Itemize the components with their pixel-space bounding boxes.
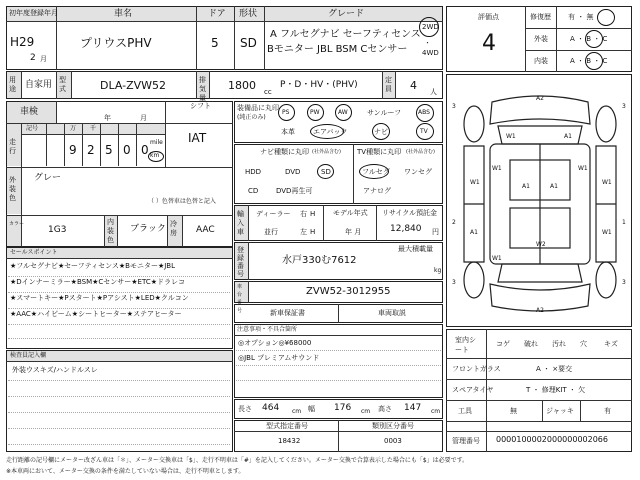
drive-2wd: 2WD: [422, 23, 439, 31]
fuel-options: P・D・HV・(PHV): [280, 80, 358, 90]
int-b-circle-mark: [585, 52, 603, 70]
equip-aw: AW: [338, 109, 348, 116]
recycle-label: リサイクル預託金: [382, 209, 438, 217]
diagram-code: A1: [550, 183, 558, 190]
import-handle-l: H: [310, 228, 316, 236]
type-num-label: 型式指定番号: [266, 422, 308, 430]
shift-value: IAT: [188, 131, 207, 145]
digit-sen-label: 千: [90, 125, 97, 132]
repair-options: 有 ・ 無: [568, 13, 594, 21]
side-mark: 3: [622, 103, 626, 110]
doc-manual: 車両取説: [378, 309, 406, 317]
len-unit: cm: [292, 408, 302, 415]
footer-line-2: ※本車両において、メーター交換の条件を満たしていない場合は、走行不明車とします。: [6, 468, 245, 475]
capacity-unit: 人: [430, 88, 437, 96]
inspector-note: 外装ウスキズ/ハンドルスレ: [12, 366, 98, 374]
exterior-color: グレー: [34, 173, 62, 183]
repair-label: 修復歴: [530, 13, 551, 21]
recycle-amount: 12,840: [390, 224, 422, 234]
ext-label: 外装: [534, 35, 548, 43]
reg-year: H29: [10, 35, 35, 49]
color-code: 1G3: [48, 225, 67, 235]
tools-label: 工具: [458, 407, 472, 415]
diagram-code: A1: [522, 183, 530, 190]
exterior-note: （ ）色替車は色替と記入: [148, 198, 216, 205]
seat-label: 室内シート: [455, 336, 476, 354]
inspector-label: 検査員記入欄: [10, 352, 47, 359]
import-left: 左: [300, 228, 307, 236]
exterior-label: 外装色: [9, 176, 16, 202]
use-label: 用途: [9, 76, 16, 93]
door-label: ドア: [208, 9, 226, 19]
windshield-value: A ・ ×要交: [536, 365, 573, 373]
equip-sub: (純正のみ): [237, 114, 266, 121]
diagram-code: W1: [470, 179, 480, 186]
car-diagram: [450, 84, 630, 324]
height-label: 高さ: [378, 405, 392, 413]
first-reg-label: 初年度登録年月: [9, 9, 58, 17]
equip-abs: ABS: [418, 109, 430, 116]
side-mark: 3: [622, 279, 626, 286]
load-unit: kg: [434, 267, 442, 274]
equip-navi: ナビ: [374, 128, 388, 136]
equip-tv: TV: [420, 128, 428, 135]
load-label: 最大積載量: [398, 245, 433, 253]
equip-leather: 本革: [281, 128, 295, 136]
notes-line: ◎オプション◎¥68000: [238, 339, 312, 347]
spare-value: T ・ 修理KIT ・ 欠: [526, 386, 586, 394]
int-label: 内装: [534, 57, 548, 65]
equip-sunroof: サンルーフ: [367, 109, 402, 117]
diagram-code: W1: [578, 165, 588, 172]
interior-color-label: 内装色: [107, 218, 114, 244]
side-mark: 2: [452, 219, 456, 226]
seat-item: 穴: [580, 340, 587, 348]
score-label: 評価点: [478, 13, 499, 21]
int-options: A ・ B ・ C: [570, 57, 608, 65]
jack-value: 有: [604, 407, 611, 415]
mileage-digit: 2: [87, 143, 95, 157]
len-label: 長さ: [238, 405, 252, 413]
doc-new-car: 新車保証書: [270, 309, 305, 317]
navi-dvd: DVD: [285, 168, 301, 176]
navi-title: ナビ種類に丸印: [260, 148, 309, 156]
body-shape: SD: [240, 36, 257, 50]
digit-man-label: 万: [70, 125, 77, 132]
diagram-code: A2: [536, 95, 544, 102]
chassis-value: ZVW52-3012955: [306, 286, 391, 297]
reg-plate: 水戸330む7612: [282, 255, 357, 266]
footer-line-1: 走行距離の記号欄にメーター改ざん車は「＊」、メーター交換車は「$」、走行不明車は「#」を記入してください。メーター交換で合算表示した場合にも「$」は必要です。: [6, 457, 469, 464]
drive-4wd: 4WD: [422, 49, 439, 57]
month-unit: 月: [40, 55, 47, 63]
mgmt-label: 管理番号: [452, 437, 480, 445]
diagram-code: W1: [492, 255, 502, 262]
navi-sub: (社外品含む): [312, 149, 341, 155]
capacity-label: 定員: [385, 76, 392, 93]
tv-fullseg: フルセグ: [362, 168, 390, 176]
navi-hdd: HDD: [245, 168, 262, 176]
import-parallel: 並行: [264, 228, 278, 236]
equip-airbag: エアバック: [313, 128, 348, 136]
shift-label: シフト: [190, 102, 211, 110]
recycle-yen: 円: [432, 228, 439, 236]
notes-label: 注意事項・不具合箇所: [237, 326, 298, 333]
mileage-digit: 0: [123, 143, 131, 157]
seat-item: 汚れ: [552, 340, 566, 348]
grade-label: グレード: [328, 9, 365, 19]
interior-color: ブラック: [130, 224, 166, 234]
model-label: 型式: [59, 76, 66, 93]
score-value: 4: [482, 31, 496, 56]
import-dealer: ディーラー: [256, 210, 291, 218]
seat-item: 破れ: [524, 340, 538, 348]
height-value: 147: [404, 403, 422, 413]
chassis-label: 車台番号: [237, 284, 243, 314]
unit-mile: mile: [150, 139, 163, 146]
ext-options: A ・ B ・ C: [570, 35, 608, 43]
repair-none-circle-mark: [597, 9, 615, 26]
capacity-value: 4: [410, 79, 417, 92]
color-code-label: カラー: [9, 221, 25, 227]
diagram-code: W1: [602, 229, 612, 236]
mgmt-value: 0000100002000000002066: [496, 435, 608, 444]
windshield-label: フロントガラス: [452, 365, 501, 373]
navi-cd: CD: [248, 187, 259, 195]
type-num-value: 18432: [278, 437, 301, 445]
equip-label: 装備品に丸印: [237, 104, 279, 112]
diagram-code: W2: [536, 241, 546, 248]
seat-item: コゲ: [496, 340, 510, 348]
sales-line: ★Dインナーミラー★BSM★Cセンサー★ETC★ドラレコ: [10, 278, 185, 286]
tv-sub: (社外品含む): [406, 149, 435, 155]
import-right: 右: [300, 210, 307, 218]
diagram-code: A1: [564, 133, 572, 140]
spare-label: スペアタイヤ: [452, 386, 494, 394]
diagram-code: W1: [506, 133, 516, 140]
navi-dvd-play: DVD再生可: [276, 187, 313, 195]
grade-line-1: A フルセグナビ セーフティセンス: [270, 29, 421, 40]
equip-ps: PS: [282, 109, 290, 116]
model-value: DLA-ZVW52: [100, 79, 167, 92]
seat-item: キズ: [604, 340, 618, 348]
tv-oneseg: ワンセグ: [404, 168, 432, 176]
width-label: 幅: [308, 405, 315, 413]
shape-label: 形状: [239, 9, 258, 19]
disp-value: 1800: [228, 79, 256, 92]
tv-title: TV種類に丸印: [357, 148, 402, 156]
grade-line-2: Bモニター JBL BSM Cセンサー: [267, 44, 408, 55]
width-unit: cm: [361, 408, 371, 415]
sales-line: ★スマートキー★Pスタート★Pアシスト★LED★クルコン: [10, 294, 189, 302]
mileage-digit: 5: [105, 143, 113, 157]
diagram-code: A1: [470, 229, 478, 236]
diagram-code: A2: [536, 307, 544, 314]
drive-4wd-dot: ・: [424, 39, 431, 47]
inspect-year: 年: [104, 114, 111, 122]
diagram-code: W1: [602, 179, 612, 186]
door-count: 5: [211, 36, 219, 50]
diagram-code: W1: [492, 165, 502, 172]
sales-label: セールスポイント: [10, 249, 58, 256]
ext-b-circle-mark: [585, 30, 603, 48]
ac-label: 冷房: [170, 220, 177, 237]
side-mark: 3: [452, 279, 456, 286]
use-value: 自家用: [25, 80, 53, 90]
sales-line: ★フルセグナビ★セーフティセンス★Bモニター★JBL: [10, 262, 175, 270]
height-unit: cm: [431, 408, 441, 415]
notes-line: ◎JBL プレミアムサウンド: [238, 354, 320, 362]
reg-month: 2: [30, 53, 36, 63]
navi-sd: SD: [321, 168, 331, 176]
ac-value: AAC: [196, 225, 215, 235]
model-year-value: 年 月: [345, 228, 362, 236]
name-label: 車名: [114, 9, 133, 19]
len-value: 464: [262, 403, 280, 413]
side-mark: 3: [452, 103, 456, 110]
sales-line: ★AAC★ハイビーム★シートヒーター★ステアヒーター: [10, 310, 182, 318]
mileage-digit: 9: [69, 143, 77, 157]
mileage-label: 走行: [9, 138, 16, 155]
inspect-label: 車検: [20, 107, 39, 117]
equip-pw: PW: [310, 109, 320, 116]
import-label: 輸入車: [237, 210, 244, 236]
mileage-digit: 0: [141, 143, 149, 157]
digit-code-label: 記号: [26, 125, 39, 132]
model-year-label: モデル年式: [333, 209, 368, 217]
cc-unit: cc: [264, 88, 272, 96]
reg-label: 登録番号: [237, 246, 244, 278]
width-value: 176: [334, 403, 352, 413]
import-handle-r: H: [310, 210, 316, 218]
jack-label: ジャッキ: [546, 407, 574, 415]
side-mark: 1: [622, 219, 626, 226]
car-name: プリウスPHV: [80, 36, 152, 50]
inspect-month: 月: [140, 114, 147, 122]
class-num-value: 0003: [384, 437, 402, 445]
class-num-label: 類別区分番号: [372, 422, 414, 430]
unit-km: km: [150, 152, 160, 159]
disp-label: 排気量: [199, 76, 206, 102]
tv-analog: アナログ: [363, 187, 391, 195]
tools-value: 無: [510, 407, 517, 415]
